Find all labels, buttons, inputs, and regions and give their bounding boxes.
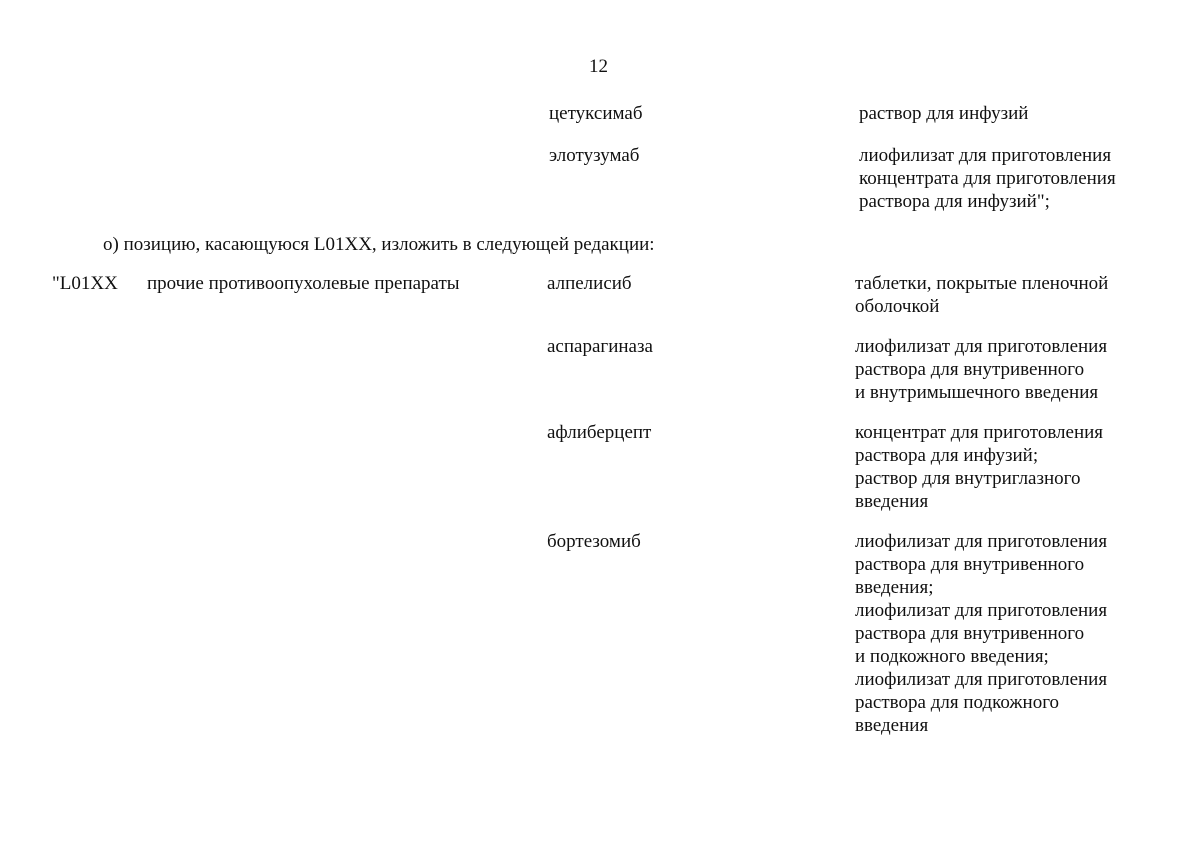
dosage-form-line: введения — [855, 491, 929, 512]
dosage-form-line: раствора для внутривенного — [855, 554, 1085, 575]
dosage-form-line: концентрата для приготовления — [859, 168, 1116, 189]
dosage-form-line: лиофилизат для приготовления — [859, 145, 1112, 166]
dosage-form-bortezomib — [855, 530, 1107, 737]
drug-name-aflibercept: афлиберцепт — [547, 422, 652, 443]
dosage-form-line: раствор для инфузий — [859, 103, 1029, 124]
drug-name-asparaginase: аспарагиназа — [547, 336, 653, 357]
dosage-form-line: лиофилизат для приготовления — [855, 669, 1108, 690]
dosage-form-line: раствора для инфузий; — [855, 445, 1039, 466]
dosage-form-aflibercept — [855, 421, 1103, 513]
dosage-form-line: введения — [855, 715, 929, 736]
drug-name-elotuzumab: элотузумаб — [549, 145, 640, 166]
page-number: 12 — [589, 56, 608, 77]
dosage-form-line: раствора для инфузий"; — [859, 191, 1050, 212]
drug-name-alpelisib: алпелисиб — [547, 273, 632, 294]
dosage-form-line: и подкожного введения; — [855, 646, 1049, 667]
dosage-form-asparaginase — [855, 335, 1107, 404]
atc-code: "L01XX — [52, 273, 118, 294]
instruction-paragraph: о) позицию, касающуюся L01XX, изложить в следующей редакции: — [103, 234, 655, 255]
drug-name-cetuximab: цетуксимаб — [549, 103, 643, 124]
dosage-form-cetuximab — [859, 102, 1028, 125]
dosage-form-line: концентрат для приготовления — [855, 422, 1104, 443]
dosage-form-line: введения; — [855, 577, 934, 598]
dosage-form-line: лиофилизат для приготовления — [855, 600, 1108, 621]
dosage-form-line: раствора для внутривенного — [855, 623, 1085, 644]
dosage-form-alpelisib — [855, 272, 1108, 318]
dosage-form-line: лиофилизат для приготовления — [855, 336, 1108, 357]
drug-name-bortezomib: бортезомиб — [547, 531, 641, 552]
atc-group-name: прочие противоопухолевые препараты — [147, 273, 460, 294]
dosage-form-line: раствора для подкожного — [855, 692, 1060, 713]
dosage-form-line: лиофилизат для приготовления — [855, 531, 1108, 552]
dosage-form-line: таблетки, покрытые пленочной — [855, 273, 1109, 294]
dosage-form-elotuzumab — [859, 144, 1116, 213]
dosage-form-line: раствора для внутривенного — [855, 359, 1085, 380]
dosage-form-line: оболочкой — [855, 296, 940, 317]
dosage-form-line: и внутримышечного введения — [855, 382, 1099, 403]
dosage-form-line: раствор для внутриглазного — [855, 468, 1081, 489]
